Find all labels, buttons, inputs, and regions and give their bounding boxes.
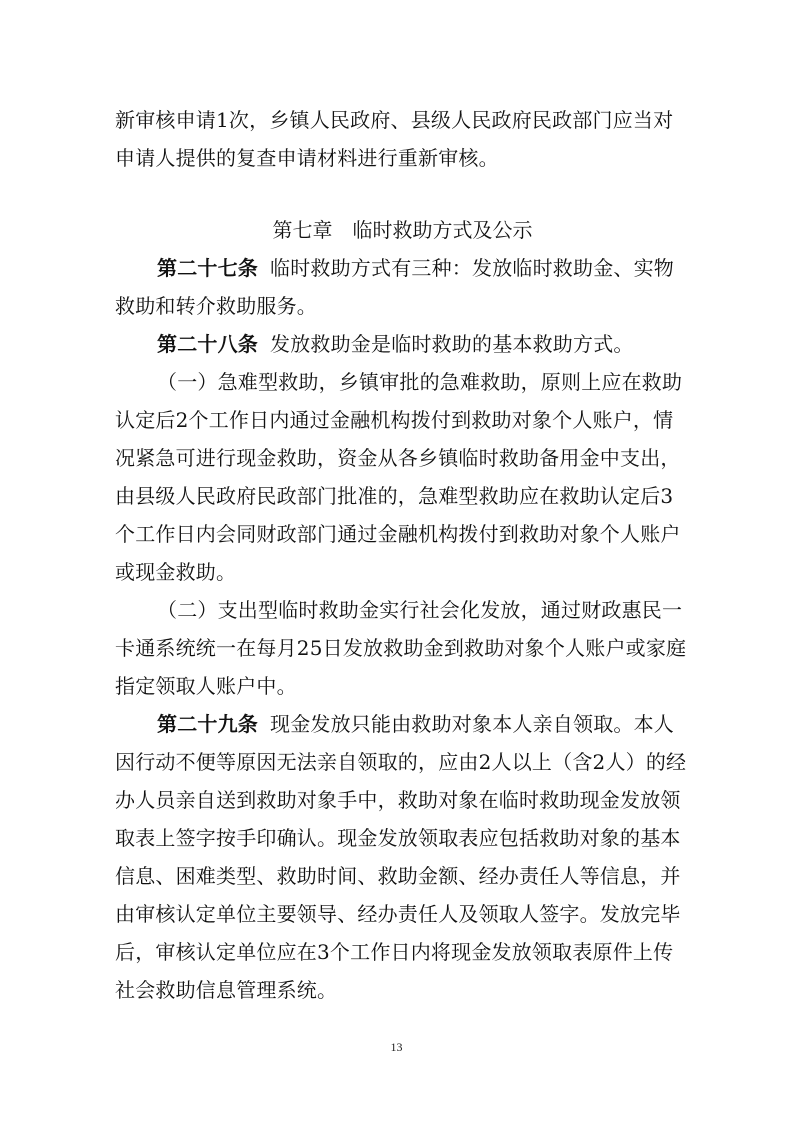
article-28-text: 发放救助金是临时救助的基本救助方式。 xyxy=(270,332,634,356)
article-27-text: 临时救助方式有三种：发放临时救助金、实物救助和转介救助服务。 xyxy=(115,256,674,318)
article-28 xyxy=(115,325,690,363)
article-28-item-2: （二）支出型临时救助金实行社会化发放，通过财政惠民一卡通系统统一在每月25日发放救助金到救助对象个人账户或家庭指定领取人账户中。 xyxy=(115,598,687,698)
article-28-head: 第二十八条 xyxy=(157,332,258,356)
article-27 xyxy=(115,249,690,325)
continuation-block xyxy=(115,101,690,177)
chapter-title: 第七章 临时救助方式及公示 xyxy=(272,218,533,242)
article-27-head: 第二十七条 xyxy=(157,256,258,280)
article-29 xyxy=(115,705,690,1009)
continuation-paragraph: 新审核申请1次，乡镇人民政府、县级人民政府民政部门应当对申请人提供的复查申请材料进行重新审核。 xyxy=(115,108,674,170)
article-29-text: 现金发放只能由救助对象本人亲自领取。本人因行动不便等原因无法亲自领取的，应由2人以上（含2人）的经办人员亲自送到救助对象手中，救助对象在临时救助现金发放领取表上签字按手印确认。现金发放领取表应包括救助对象的基本信息、困难类型、救助时间、救助金额、经办责任人等信息，并由审核认定单位主要领导、经办责任人及领取人签字。发放完毕后，审核认定单位应在3个工作日内将现金发放领取表原件上传社会救助信息管理系统。 xyxy=(115,712,687,1002)
articles-block xyxy=(115,249,690,1009)
article-28-item-1: （一）急难型救助，乡镇审批的急难救助，原则上应在救助认定后2个工作日内通过金融机构拨付到救助对象个人账户，情况紧急可进行现金救助，资金从各乡镇临时救助备用金中支出，由县级人民政府民政部门批准的，急难型救助应在救助认定后3个工作日内会同财政部门通过金融机构拨付到救助对象个人账户或现金救助。 xyxy=(115,370,683,584)
page-number: 13 xyxy=(390,1040,403,1054)
article-29-head: 第二十九条 xyxy=(157,712,258,736)
